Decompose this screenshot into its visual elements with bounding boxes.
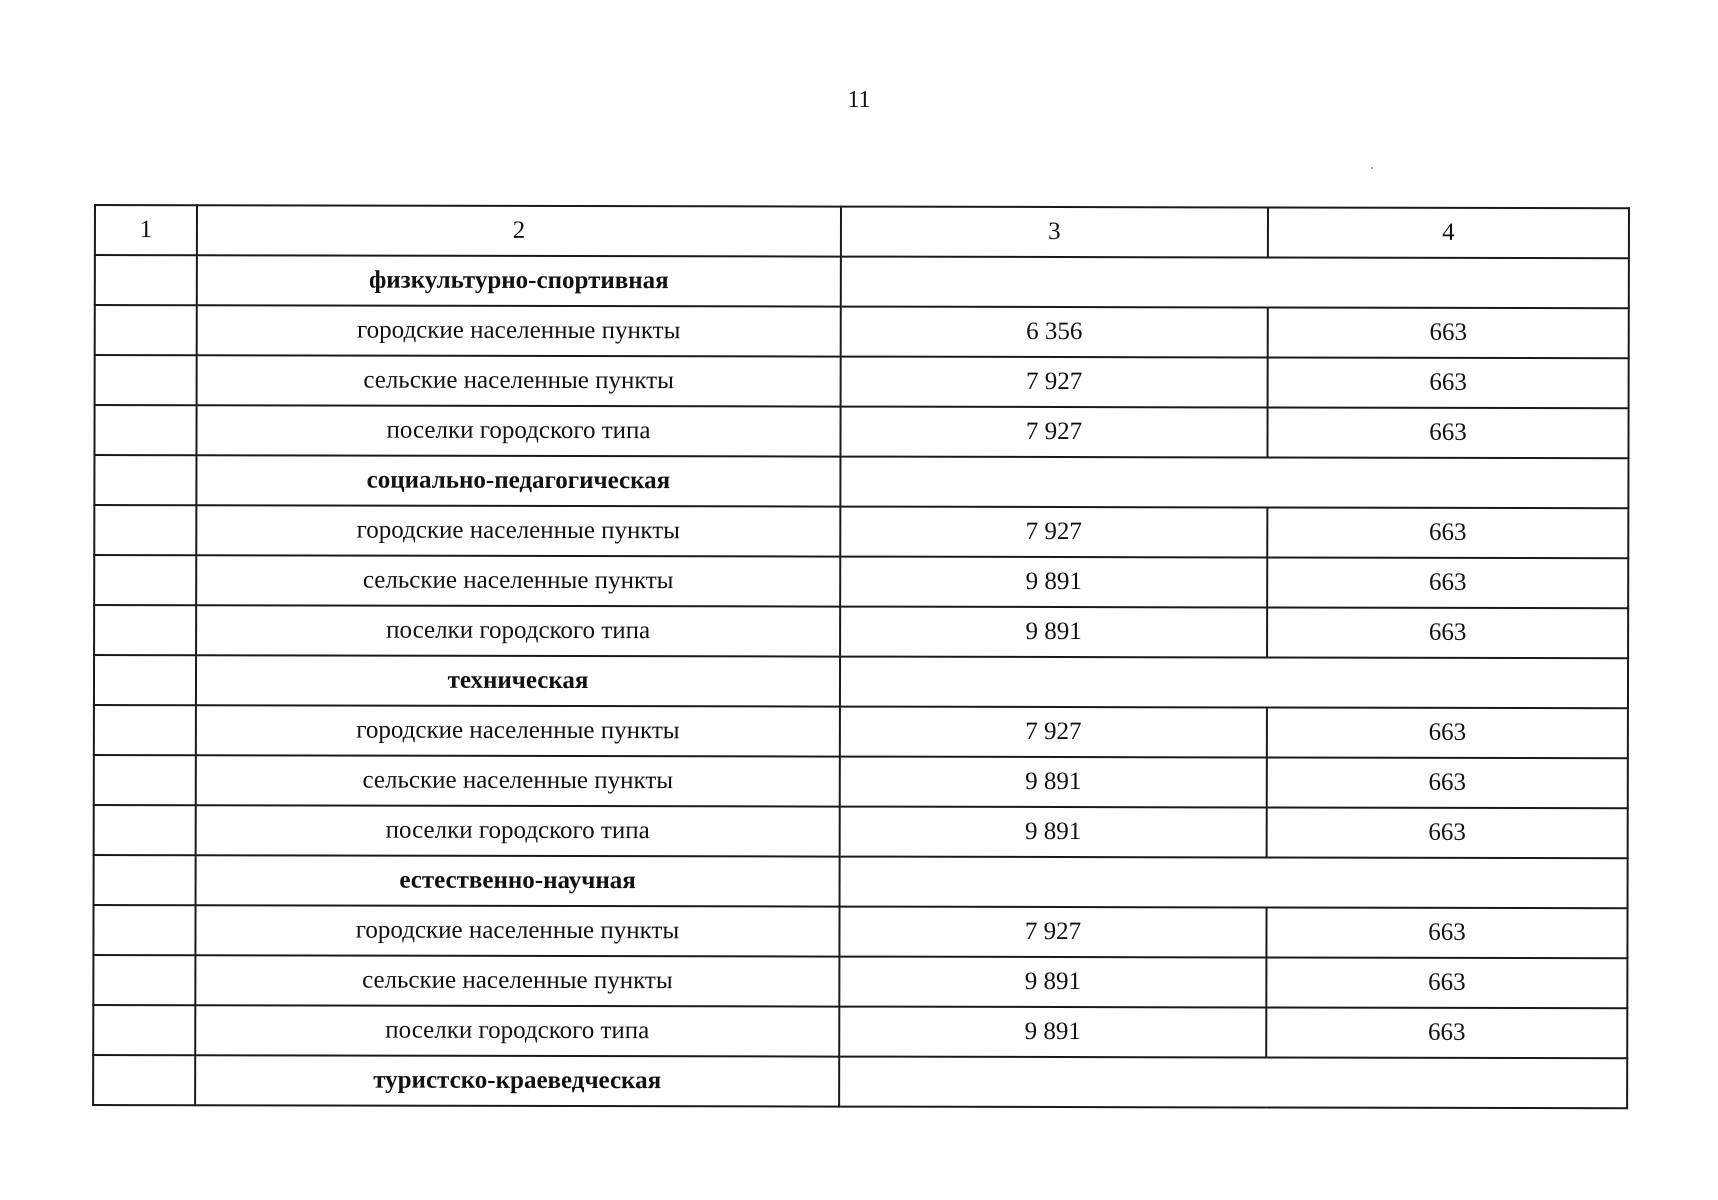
table-row (94, 805, 1628, 858)
category-empty-cell (840, 457, 1628, 509)
value-cell-col3: 9 891 (839, 1007, 1266, 1058)
category-label: туристско-краеведческая (195, 1055, 839, 1106)
value-cell-col4: 663 (1267, 507, 1628, 558)
row-index-cell (94, 755, 196, 805)
table-row (95, 305, 1629, 358)
category-empty-cell (839, 1057, 1627, 1109)
settlement-type-cell: сельские населенные пункты (197, 355, 841, 406)
table-row (94, 755, 1628, 808)
page-number: 11 (847, 87, 871, 113)
row-index-cell (93, 1055, 195, 1105)
row-index-cell (94, 705, 196, 755)
value-cell-col4: 663 (1266, 957, 1627, 1008)
settlement-type-cell: городские населенные пункты (196, 705, 840, 756)
settlement-type-cell: городские населенные пункты (196, 505, 840, 556)
table-row (94, 505, 1628, 558)
category-row (94, 855, 1628, 908)
category-label: физкультурно-спортивная (197, 255, 841, 306)
category-row (94, 655, 1628, 708)
value-cell-col3: 9 891 (840, 757, 1267, 808)
value-cell-col3: 7 927 (839, 907, 1266, 958)
table-row (95, 355, 1629, 408)
value-cell-col3: 7 927 (840, 407, 1267, 458)
row-index-cell (94, 605, 196, 655)
category-label: техническая (196, 655, 840, 706)
value-cell-col4: 663 (1266, 1007, 1627, 1058)
category-label: естественно-научная (196, 855, 840, 906)
category-empty-cell (840, 857, 1628, 909)
settlement-type-cell: сельские населенные пункты (196, 555, 840, 606)
row-index-cell (95, 255, 197, 305)
value-cell-col3: 9 891 (840, 557, 1267, 608)
row-index-cell (94, 855, 196, 905)
row-index-cell (95, 355, 197, 405)
category-row (94, 455, 1628, 508)
category-empty-cell (840, 657, 1628, 709)
value-cell-col4: 663 (1267, 757, 1628, 808)
category-label: социально-педагогическая (196, 455, 840, 506)
table-row (94, 555, 1628, 608)
value-cell-col3: 7 927 (840, 707, 1267, 758)
header-cell-3: 3 (841, 207, 1268, 258)
row-index-cell (94, 505, 196, 555)
row-index-cell (94, 555, 196, 605)
row-index-cell (93, 1005, 195, 1055)
header-cell-1: 1 (95, 205, 197, 255)
table-row (93, 905, 1627, 958)
table-row (94, 405, 1628, 458)
value-cell-col3: 6 356 (841, 307, 1268, 358)
settlement-type-cell: поселки городского типа (195, 1005, 839, 1056)
category-empty-cell (841, 257, 1629, 309)
table-row (93, 955, 1627, 1008)
value-cell-col4: 663 (1267, 607, 1628, 658)
settlement-type-cell: сельские населенные пункты (195, 955, 839, 1006)
table-body (93, 205, 1629, 1108)
table-row (93, 1005, 1627, 1058)
header-cell-2: 2 (197, 205, 841, 256)
value-cell-col4: 663 (1268, 307, 1629, 358)
value-cell-col4: 663 (1267, 407, 1628, 458)
scan-speck (1371, 167, 1373, 169)
row-index-cell (94, 655, 196, 705)
settlement-type-cell: городские населенные пункты (195, 905, 839, 956)
value-cell-col4: 663 (1267, 707, 1628, 758)
value-cell-col4: 663 (1267, 557, 1628, 608)
header-cell-4: 4 (1268, 207, 1629, 258)
settlement-type-cell: городские населенные пункты (197, 305, 841, 356)
value-cell-col4: 663 (1267, 807, 1628, 858)
value-cell-col4: 663 (1268, 357, 1629, 408)
settlement-type-cell: поселки городского типа (196, 805, 840, 856)
row-index-cell (94, 805, 196, 855)
category-row (93, 1055, 1627, 1108)
settlement-type-cell: сельские населенные пункты (196, 755, 840, 806)
table-header-row (95, 205, 1629, 258)
category-row (95, 255, 1629, 308)
row-index-cell (95, 305, 197, 355)
row-index-cell (93, 905, 195, 955)
value-cell-col3: 9 891 (840, 807, 1267, 858)
value-cell-col3: 7 927 (841, 357, 1268, 408)
value-cell-col3: 9 891 (840, 607, 1267, 658)
settlement-type-cell: поселки городского типа (196, 605, 840, 656)
table-row (94, 605, 1628, 658)
settlement-type-cell: поселки городского типа (196, 405, 840, 456)
table-row (94, 705, 1628, 758)
row-index-cell (93, 955, 195, 1005)
row-index-cell (94, 405, 196, 455)
value-cell-col4: 663 (1266, 907, 1627, 958)
value-cell-col3: 9 891 (839, 957, 1266, 1008)
tariff-table (92, 204, 1630, 1109)
value-cell-col3: 7 927 (840, 507, 1267, 558)
row-index-cell (94, 455, 196, 505)
